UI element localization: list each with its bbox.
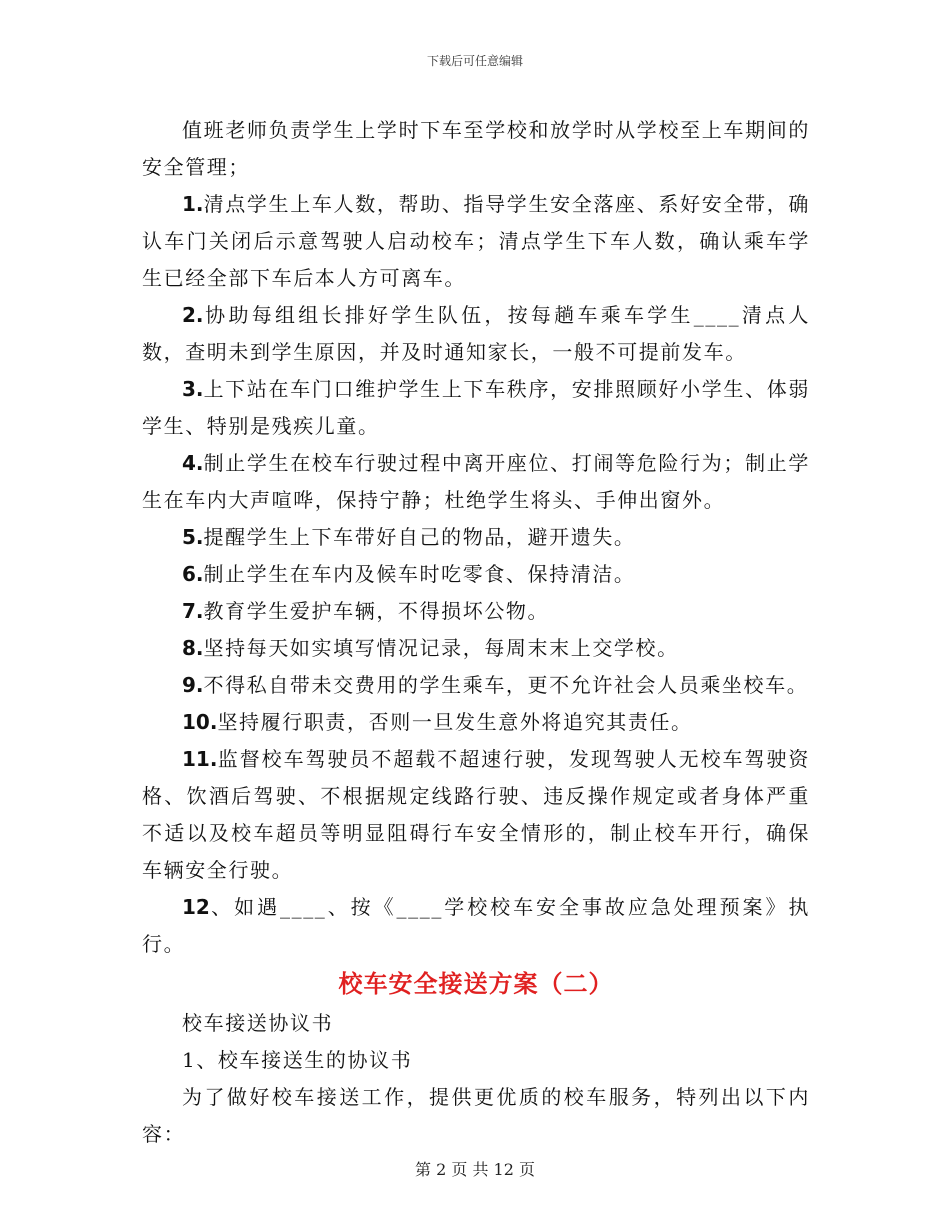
list-item-3 — [142, 371, 810, 445]
item-text: 坚持履行职责，否则一旦发生意外将追究其责任。 — [217, 710, 693, 734]
page-header: 下载后可任意编辑 — [426, 54, 523, 68]
item-number: 11. — [182, 747, 218, 771]
item-text: 制止学生在校车行驶过程中离开座位、打闹等危险行为；制止学生在车内大声喧哗，保持宁静；杜绝学生将头、手伸出窗外。 — [142, 451, 810, 512]
item-text: 清点学生上车人数，帮助、指导学生安全落座、系好安全带，确认车门关闭后示意驾驶人启动校车；清点学生下车人数，确认乘车学生已经全部下车后本人方可离车。 — [142, 192, 810, 290]
item-text: 协助每组组长排好学生队伍，按每趟车乘车学生____清点人数，查明未到学生原因，并及时通知家长，一般不可提前发车。 — [142, 303, 810, 364]
item-number: 4. — [182, 451, 204, 475]
list-item-7 — [142, 593, 810, 630]
paragraph-text: 1、校车接送生的协议书 — [182, 1048, 413, 1072]
list-item-5 — [142, 519, 810, 556]
item-number: 12 — [182, 895, 210, 919]
document-body — [142, 112, 810, 1153]
item-number: 10. — [182, 710, 218, 734]
paragraph-heading — [142, 1042, 810, 1079]
item-text: 不得私自带未交费用的学生乘车，更不允许社会人员乘坐校车。 — [203, 673, 809, 697]
list-item-9 — [142, 667, 810, 704]
paragraph-text: 值班老师负责学生上学时下车至学校和放学时从学校至上车期间的安全管理； — [142, 118, 810, 179]
item-number: 8. — [182, 636, 204, 660]
paragraph-intro — [142, 112, 810, 186]
list-item-10 — [142, 704, 810, 741]
item-number: 9. — [182, 673, 204, 697]
paragraph-text: 为了做好校车接送工作，提供更优质的校车服务，特列出以下内容： — [142, 1085, 810, 1146]
item-text: 监督校车驾驶员不超载不超速行驶，发现驾驶人无校车驾驶资格、饮酒后驾驶、不根据规定线路行驶、违反操作规定或者身体严重不适以及校车超员等明显阻碍行车安全情形的，制止校车开行，确保车辆安全行驶。 — [142, 747, 810, 882]
item-text: 提醒学生上下车带好自己的物品，避开遗失。 — [203, 525, 636, 549]
list-item-8 — [142, 630, 810, 667]
item-number: 7. — [182, 599, 204, 623]
item-number: 1. — [182, 192, 204, 216]
paragraph-subtitle — [142, 1005, 810, 1042]
item-number: 6. — [182, 562, 204, 586]
item-text: 制止学生在车内及候车时吃零食、保持清洁。 — [203, 562, 636, 586]
item-number: 5. — [182, 525, 204, 549]
item-text: 、如遇____、按《____学校校车安全事故应急处理预案》执行。 — [142, 895, 810, 956]
list-item-6 — [142, 556, 810, 593]
section-title: 校车安全接送方案（二） — [338, 969, 614, 998]
item-text: 上下站在车门口维护学生上下车秩序，安排照顾好小学生、体弱学生、特别是残疾儿童。 — [142, 377, 810, 438]
paragraph-body — [142, 1079, 810, 1153]
list-item-1 — [142, 186, 810, 297]
item-text: 教育学生爱护车辆，不得损坏公物。 — [203, 599, 550, 623]
item-text: 坚持每天如实填写情况记录，每周末末上交学校。 — [203, 636, 679, 660]
list-item-12 — [142, 889, 810, 963]
list-item-2 — [142, 297, 810, 371]
item-number: 3. — [182, 377, 204, 401]
paragraph-text: 校车接送协议书 — [182, 1011, 334, 1035]
page-footer: 第 2 页 共 12 页 — [415, 1160, 535, 1179]
list-item-4 — [142, 445, 810, 519]
item-number: 2. — [182, 303, 204, 327]
list-item-11 — [142, 741, 810, 889]
